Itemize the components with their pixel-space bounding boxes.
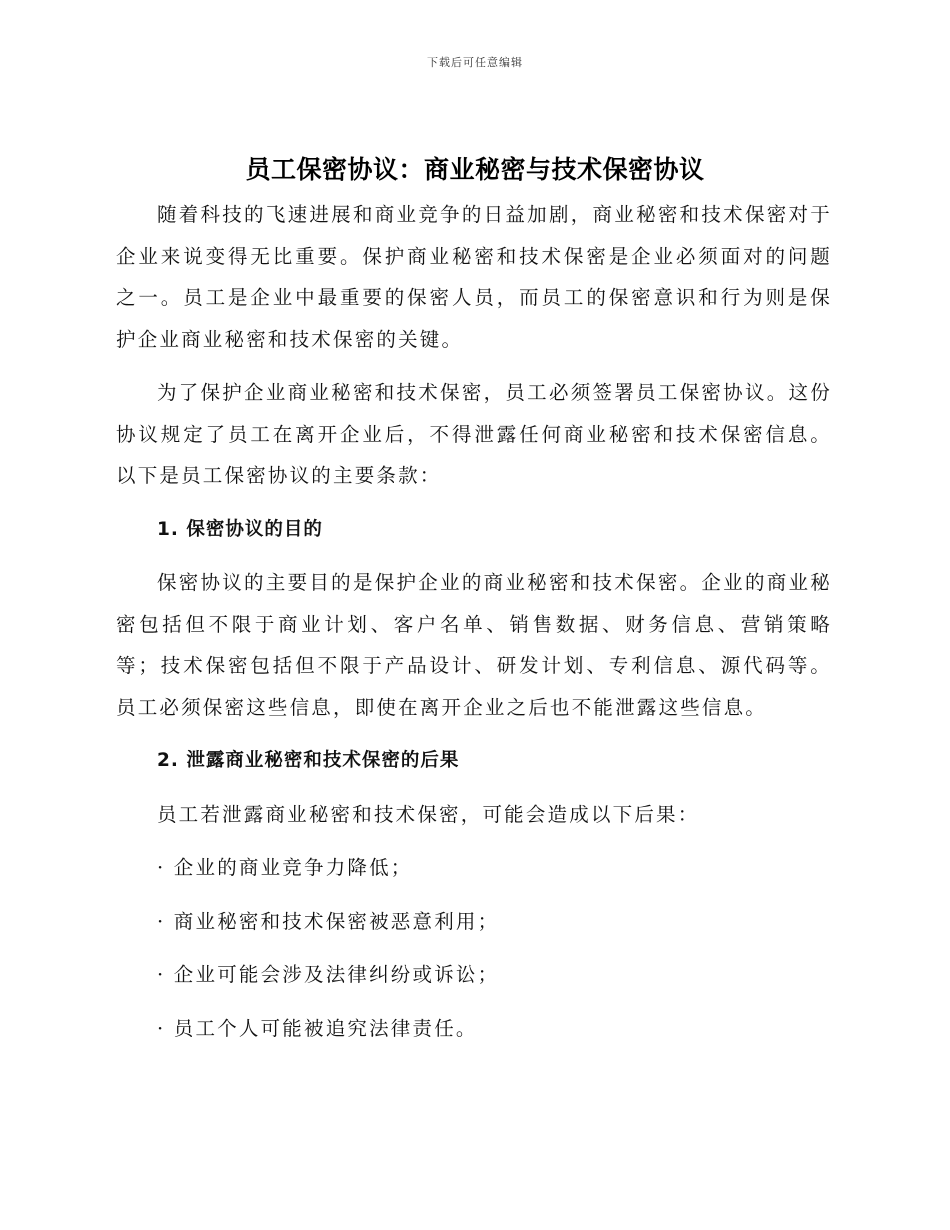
bullet-item: · 商业秘密和技术保密被恶意利用； [157,909,500,933]
agreement-paragraph: 为了保护企业商业秘密和技术保密，员工必须签署员工保密协议。这份协议规定了员工在离开企业后，不得泄露任何商业秘密和技术保密信息。以下是员工保密协议的主要条款： [116,381,832,487]
bullet-item: · 企业可能会涉及法律纠纷或诉讼； [157,963,500,986]
bullet-item: · 企业的商业竞争力降低； [157,856,413,879]
bullet-item: · 员工个人可能被追究法律责任。 [157,1016,478,1040]
section-text-purpose: 保密协议的主要目的是保护企业的商业秘密和技术保密。企业的商业秘密包括但不限于商业计划、客户名单、销售数据、财务信息、营销策略等；技术保密包括但不限于产品设计、研发计划、专利信息、源代码等。员工必须保密这些信息，即使在离开企业之后也不能泄露这些信息。 [116,571,832,719]
section-text-consequences: 员工若泄露商业秘密和技术保密，可能会造成以下后果： [156,802,700,826]
document-title: 员工保密协议：商业秘密与技术保密协议 [245,155,705,184]
page-header: 下载后可任意编辑 [427,56,523,69]
section-heading-consequences: 2. 泄露商业秘密和技术保密的后果 [157,750,460,771]
section-heading-purpose: 1. 保密协议的目的 [157,518,323,540]
intro-paragraph: 随着科技的飞速进展和商业竞争的日益加剧，商业秘密和技术保密对于企业来说变得无比重要。保护商业秘密和技术保密是企业必须面对的问题之一。员工是企业中最重要的保密人员，而员工的保密意识和行为则是保护企业商业秘密和技术保密的关键。 [116,203,832,351]
document-body [116,194,832,1061]
